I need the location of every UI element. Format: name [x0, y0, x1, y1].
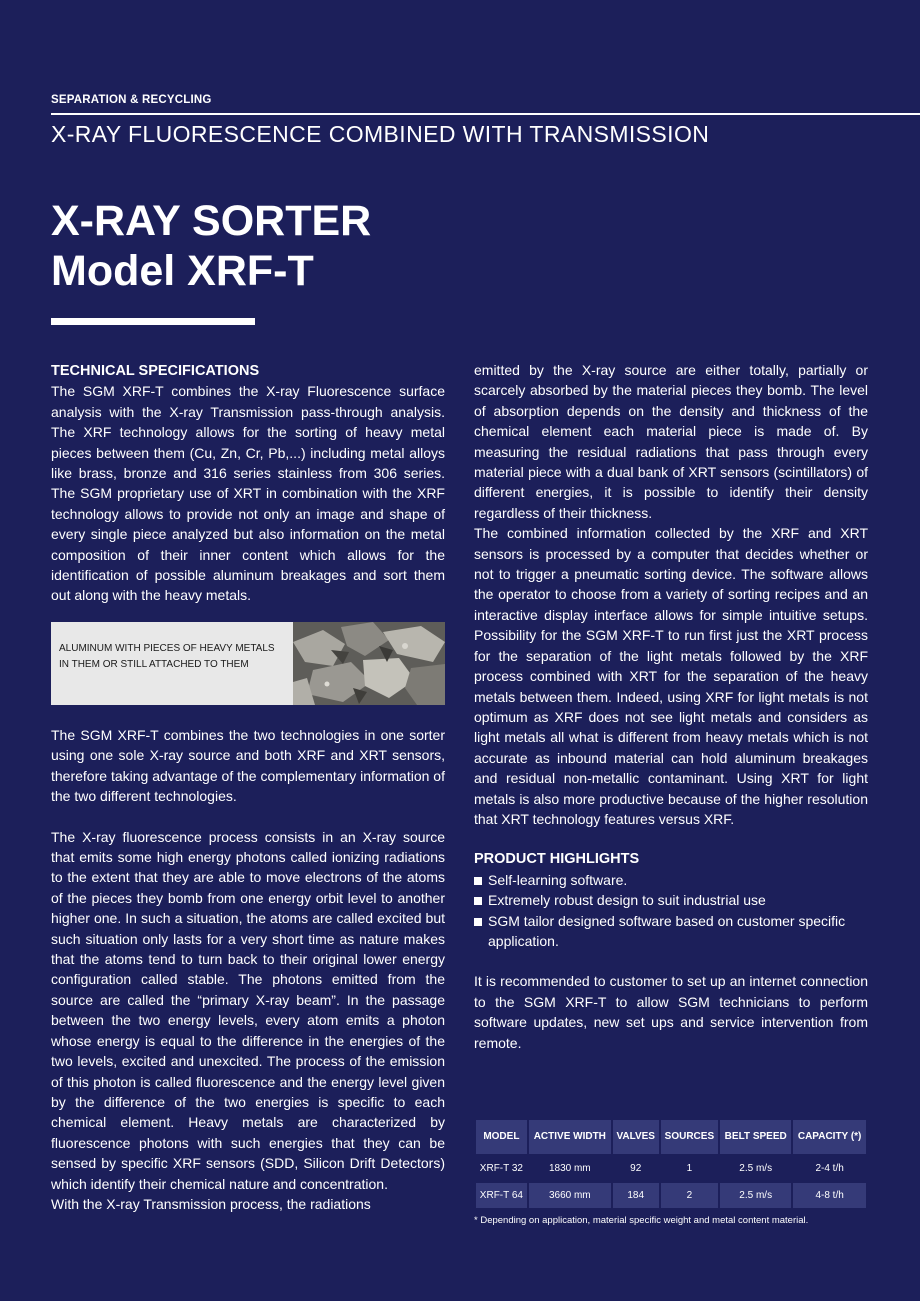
section-label: SEPARATION & RECYCLING — [51, 94, 212, 106]
right-column — [474, 360, 868, 1053]
left-paragraph-1: The SGM XRF-T combines the X-ray Fluorescence surface analysis with the X-ray Transmission pass-through analysis. The XRF technology allows for the sorting of heavy metal pieces between them (Cu, Zn, Cr, Pb,...) including metal alloys like brass, bronze and 316 series stainless from 306 series. The SGM proprietary use of XRT in combination with the XRF technology allows to provide not only an image and shape of every single piece analyzed but also information on the metal composition of their inner content which allows for the identification of possible aluminum breakages and sort them out along with the heavy metals. — [51, 383, 445, 604]
table-cell: 2 — [661, 1183, 719, 1208]
title-underline — [51, 318, 255, 325]
highlights-list — [474, 870, 868, 952]
left-paragraph-4: With the X-ray Transmission process, the radiations — [51, 1195, 371, 1212]
page-subtitle: X-RAY FLUORESCENCE COMBINED WITH TRANSMISSION — [51, 121, 710, 147]
table-footnote: * Depending on application, material specific weight and metal content material. — [474, 1215, 809, 1226]
table-row — [476, 1183, 866, 1208]
column-header: VALVES — [613, 1120, 659, 1154]
table-cell: 2-4 t/h — [793, 1156, 866, 1181]
table-cell: 1830 mm — [529, 1156, 611, 1181]
table-cell: 92 — [613, 1156, 659, 1181]
technical-specs-heading: TECHNICAL SPECIFICATIONS — [51, 363, 260, 379]
column-header: MODEL — [476, 1120, 527, 1154]
table-cell: 2.5 m/s — [720, 1183, 791, 1208]
left-column-top — [51, 361, 445, 606]
left-column-bottom — [51, 725, 445, 1214]
table-cell: XRF-T 64 — [476, 1183, 527, 1208]
image-caption: ALUMINUM WITH PIECES OF HEAVY METALS IN THEM OR STILL ATTACHED TO THEM — [59, 643, 275, 670]
column-header: SOURCES — [661, 1120, 719, 1154]
table-cell: 2.5 m/s — [720, 1156, 791, 1181]
right-paragraph-3: It is recommended to customer to set up an internet connection to the SGM XRF-T to allow SGM technicians to perform software updates, new set ups and service intervention from remote. — [474, 973, 868, 1051]
column-header: CAPACITY (*) — [793, 1120, 866, 1154]
specs-table — [474, 1118, 868, 1210]
header-divider — [51, 113, 920, 115]
product-highlights-heading: PRODUCT HIGHLIGHTS — [474, 851, 640, 868]
right-paragraph-1: emitted by the X-ray source are either totally, partially or scarcely absorbed by the material pieces they bomb. The level of absorption depends on the density and thickness of the chemical element each material piece is made of. By measuring the residual radiations that pass through every material piece with a dual bank of XRT sensors (scintillators) of different energies, it is possible to identify their density regardless of their thickness. — [474, 362, 868, 521]
column-header: BELT SPEED — [720, 1120, 791, 1154]
image-caption-box — [51, 622, 445, 705]
table-cell: 1 — [661, 1156, 719, 1181]
column-header: ACTIVE WIDTH — [529, 1120, 611, 1154]
aluminum-scrap-photo — [293, 622, 445, 705]
table-header-row — [476, 1120, 866, 1154]
table-cell: 4-8 t/h — [793, 1183, 866, 1208]
highlight-item: Self-learning software. — [474, 870, 868, 890]
highlight-item: Extremely robust design to suit industrial use — [474, 890, 868, 910]
title-line-1: X-RAY SORTER — [51, 197, 372, 245]
table-row — [476, 1156, 866, 1181]
highlight-item: SGM tailor designed software based on customer specific application. — [474, 911, 868, 952]
table-cell: 3660 mm — [529, 1183, 611, 1208]
page-title — [51, 196, 371, 296]
right-paragraph-2: The combined information collected by the XRF and XRT sensors is processed by a computer that decides whether or not to trigger a pneumatic sorting device. The software allows the operator to choose from a variety of sorting recipes and an interactive display interface allows for simple intuitive setups. Possibility for the SGM XRF-T to run first just the XRT process for the separation of the light metals followed by the XRF process combined with XRT for the separation of the heavy metals between them. Indeed, using XRF for light metals is not optimum as XRF does not see light metals and considers as light metals all what is different from heavy metals which is not accurate as inbound material can hold aluminum breakages and residual non-metallic contaminant. Using XRT for light metals is also more productive because of the higher resolution that XRT technology features versus XRF. — [474, 525, 868, 827]
table-cell: 184 — [613, 1183, 659, 1208]
table-cell: XRF-T 32 — [476, 1156, 527, 1181]
left-paragraph-3: The X-ray fluorescence process consists in an X-ray source that emits some high energy photons called ionizing radiations to the extent that they are able to move electrons of the atoms of the pieces they bomb from one energy orbit level to another higher one. In such a situation, the atoms are called excited but such situation only lasts for a very short time as nature makes that the atoms tend to turn back to their original lower energy configuration called stable. The photons emitted from the source are called the “primary X-ray beam”. In the passage between the two energy levels, every atom emits a photon whose energy is equal to the difference in the energies of the two levels, excited and unexcited. The process of the emission of this photon is called fluorescence and the energy level given by the difference of the two energies is specific to each chemical element. Heavy metals are characterized by fluorescence photons with such energies that they can be sensed by specific XRF sensors (SDD, Silicon Drift Detectors) which identify their chemical nature and concentration. — [51, 828, 445, 1192]
left-paragraph-2: The SGM XRF-T combines the two technologies in one sorter using one sole X-ray source and both XRF and XRT sensors, therefore taking advantage of the complementary information of the two different technologies. — [51, 727, 445, 805]
title-line-2: Model XRF-T — [51, 247, 314, 295]
